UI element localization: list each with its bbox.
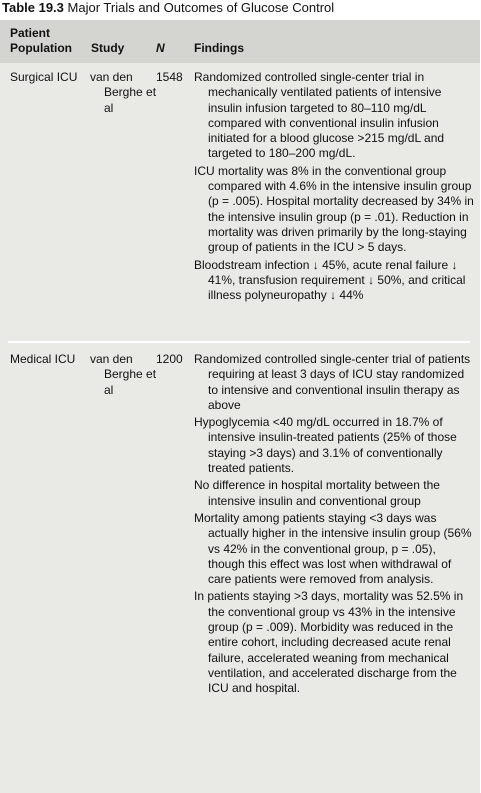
table-caption (0, 0, 481, 20)
row-divider (8, 341, 470, 343)
cell-study: van den Berghe et al (90, 70, 157, 115)
finding-paragraph: Mortality among patients staying <3 days was actually higher in the intensive insulin group (56% vs 42% in the conventional group, p = .05), though this effect was lost when withdrawal of care patients were removed from analysis. (194, 510, 472, 587)
cell-findings (194, 70, 474, 305)
header-population-line2: Population (10, 41, 72, 55)
finding-paragraph: No difference in hospital mortality between the intensive insulin and conventional group (194, 478, 440, 508)
header-population-line1: Patient (10, 26, 51, 40)
header-findings: Findings (194, 41, 244, 55)
finding-paragraph: In patients staying >3 days, mortality was 52.5% in the conventional group vs 43% in the intensive group (p = .009). Morbidity was reduced in the entire cohort, including decreased acute renal failure, accelerated weaning from mechanical ventilation, and accelerated discharge from the ICU and hospital. (194, 589, 464, 696)
finding-paragraph: Bloodstream infection ↓ 45%, acute renal failure ↓ 41%, transfusion requirement ↓ 50%, and critical illness polyneuropathy ↓ 44% (194, 257, 466, 303)
cell-population: Medical ICU (10, 352, 76, 366)
header-population (10, 26, 90, 56)
cell-population: Surgical ICU (10, 70, 78, 84)
cell-n: 1548 (156, 70, 183, 84)
cell-findings (194, 352, 474, 699)
cell-n: 1200 (156, 352, 183, 366)
header-study: Study (91, 41, 125, 55)
table-number: Table 19.3 (2, 0, 64, 15)
table-title: Major Trials and Outcomes of Glucose Control (67, 0, 335, 15)
trials-table (0, 20, 480, 793)
header-n: N (156, 41, 165, 55)
finding-paragraph: ICU mortality was 8% in the conventional group compared with 4.6% in the intensive insulin group (p = .005). Hospital mortality decreased by 34% in the intensive insulin group (p = .01). Reduction in mortality was driven primarily by the long-staying group of patients in the ICU > 5 days. (194, 163, 474, 255)
finding-paragraph: Randomized controlled single-center trial in mechanically ventilated patients of intensive insulin infusion targeted to 80–110 mg/dL compared with conventional insulin infusion initiated for a blood glucose >215 mg/dL and targeted to 180–200 mg/dL. (194, 70, 445, 161)
finding-paragraph: Hypoglycemia <40 mg/dL occurred in 18.7% of intensive insulin-treated patients (25% of those staying >3 days) and 3.1% of conventionally treated patients. (194, 415, 457, 476)
finding-paragraph: Randomized controlled single-center trial of patients requiring at least 3 days of ICU stay randomized to intensive and conventional insulin therapy as above (194, 352, 471, 412)
table-header (0, 20, 480, 63)
cell-study: van den Berghe et al (90, 352, 157, 397)
